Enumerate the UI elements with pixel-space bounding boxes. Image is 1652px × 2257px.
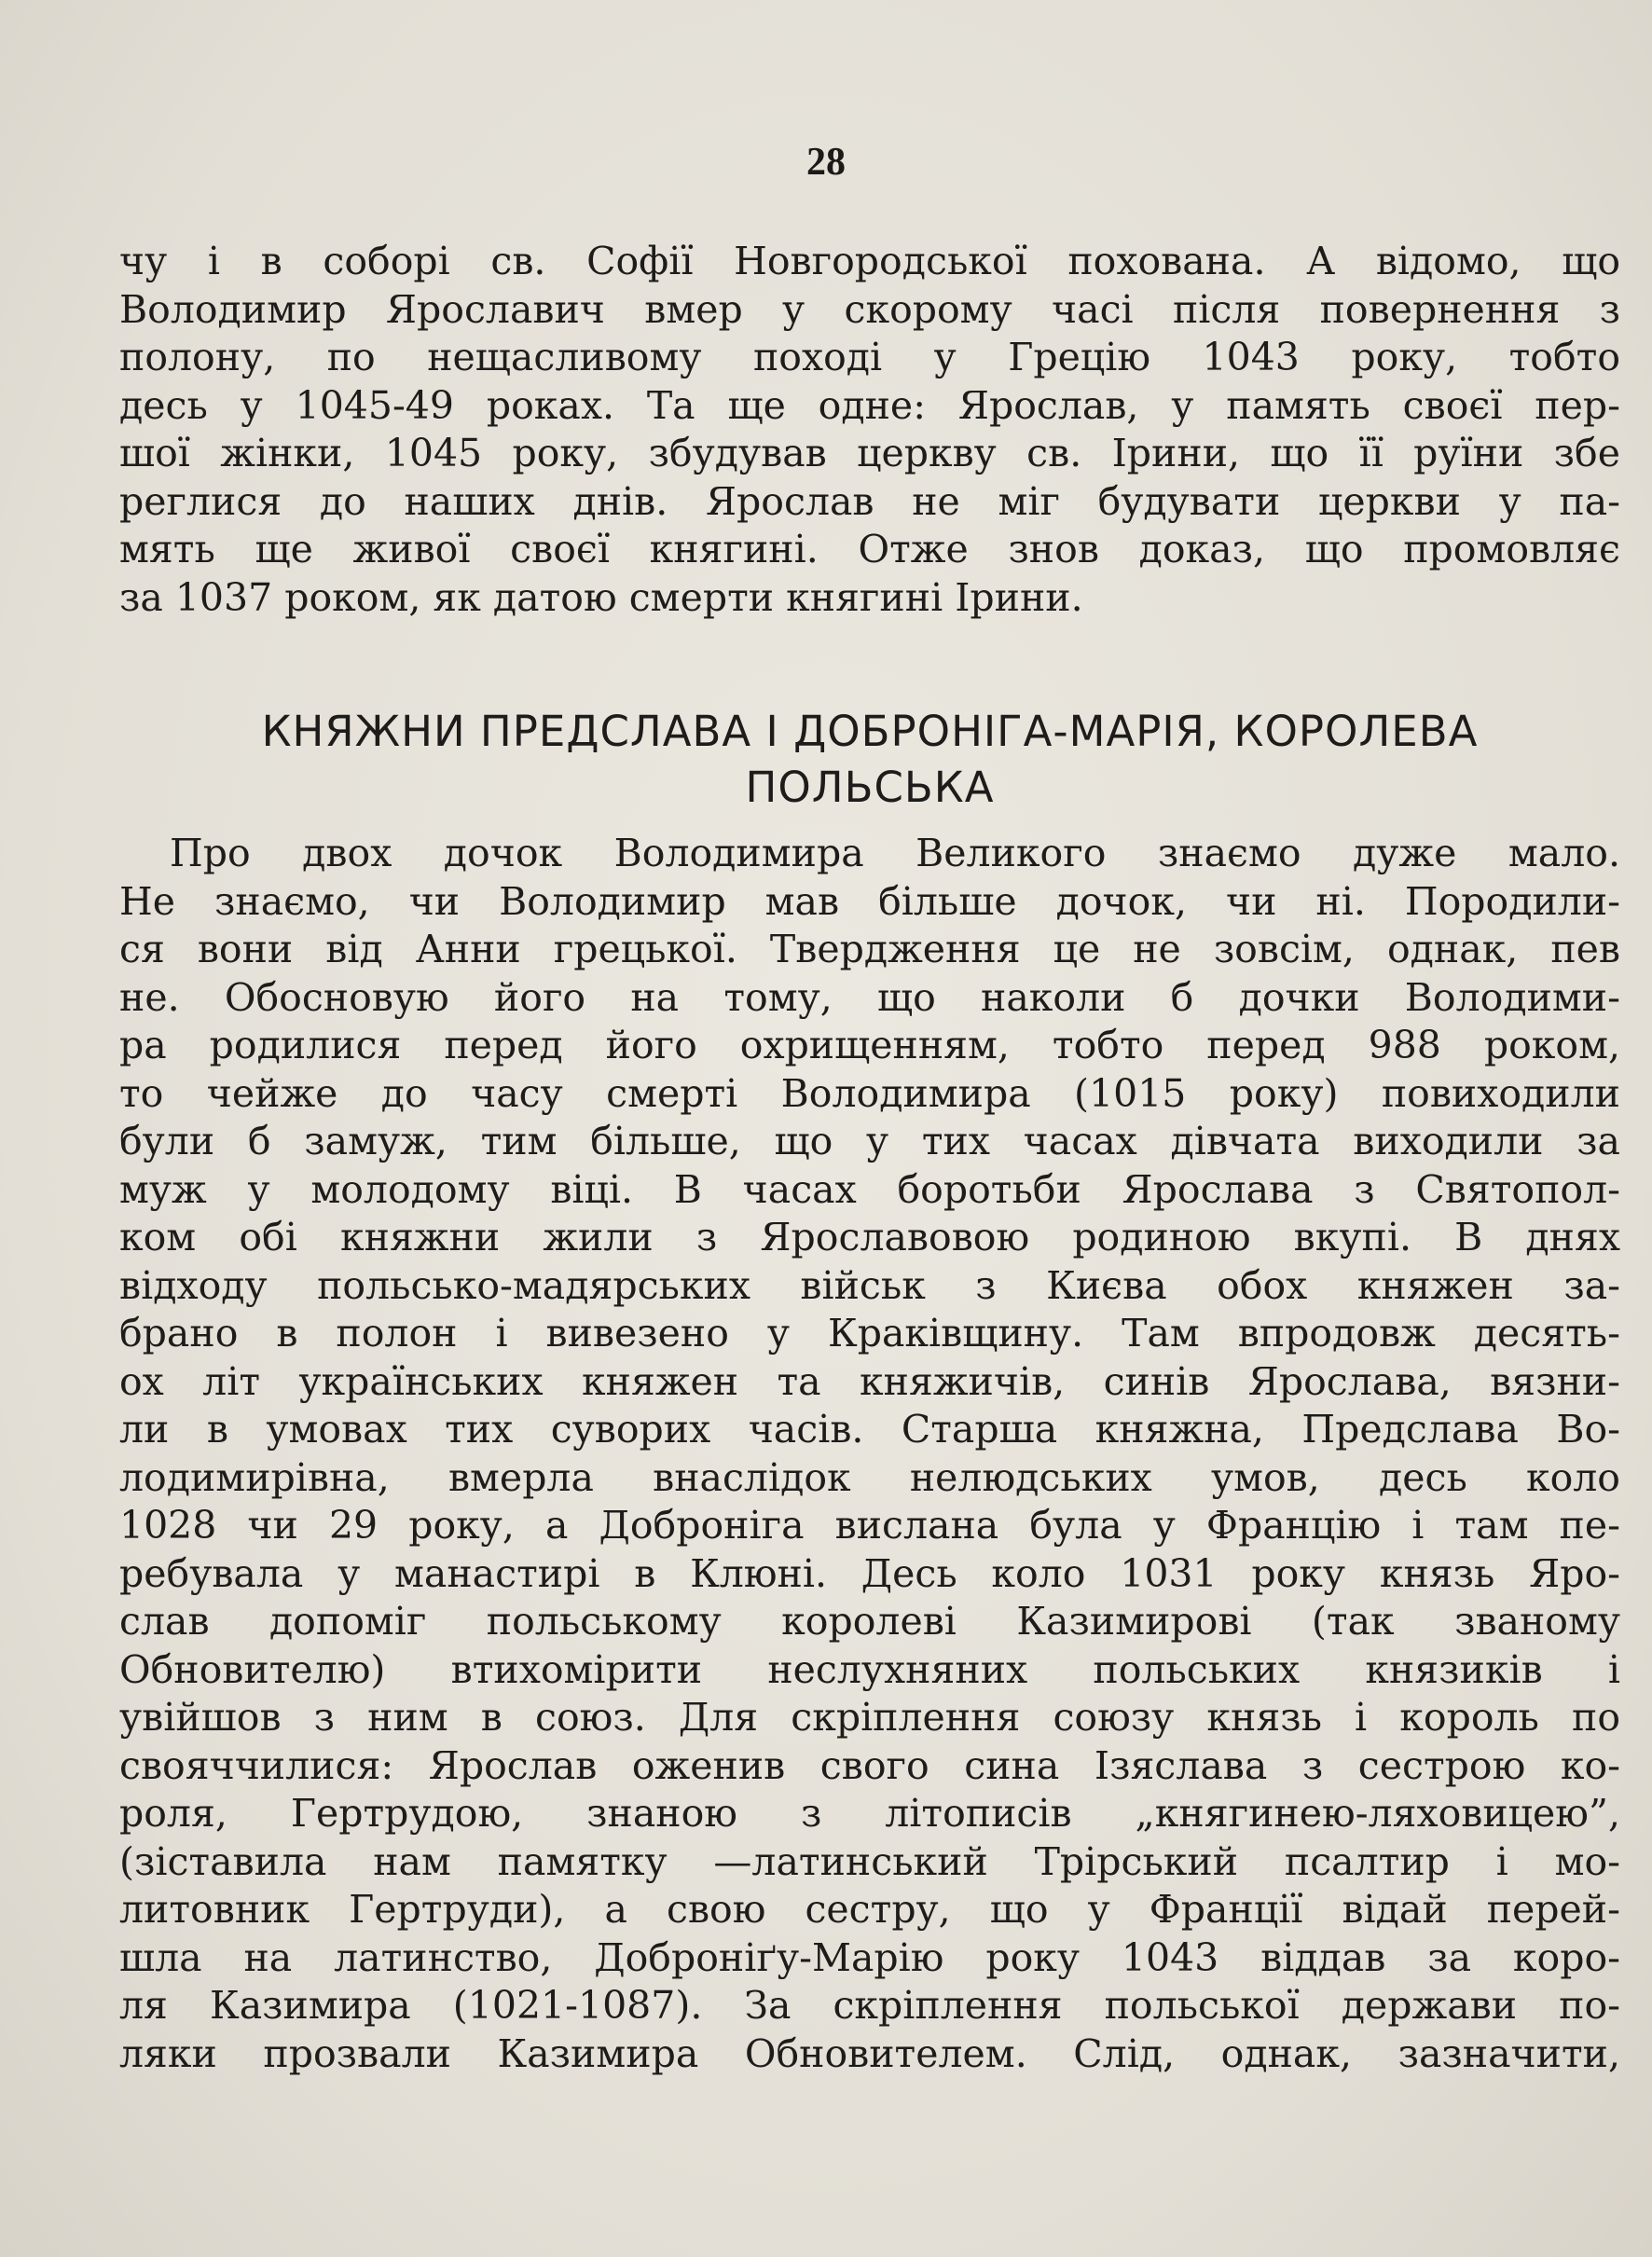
heading-line: ПОЛЬСЬКА xyxy=(745,763,995,812)
text-line: відходу польсько-мадярських військ з Києва обох княжен за- xyxy=(119,1262,1620,1308)
text-line: ра родилися перед його охрищенням, тобто перед 988 роком, xyxy=(119,1023,1620,1067)
text-line: ребувала у манастирі в Клюні. Десь коло 1031 року князь Яро- xyxy=(119,1550,1620,1596)
page-number: 28 xyxy=(806,141,846,184)
heading-line: КНЯЖНИ ПРЕДСЛАВА І ДОБРОНІГА-МАРІЯ, КОРОЛЕВА xyxy=(261,707,1479,756)
text-line: ся вони від Анни грецької. Твердження це не зовсім, однак, пев xyxy=(119,927,1620,971)
text-line: брано в полон і вивезено у Краківщину. Там впродовж десять- xyxy=(119,1311,1620,1356)
text-line: то чейже до часу смерті Володимира (1015 року) повиходили xyxy=(119,1070,1620,1116)
text-line: увійшов з ним в союз. Для скріплення союзу князь і король по xyxy=(119,1695,1620,1740)
text-line: ли в умовах тих суворих часів. Старша княжна, Предслава Во- xyxy=(119,1407,1620,1452)
text-line: полону, по нещасливому поході у Грецію 1043 року, тобто xyxy=(119,335,1620,379)
text-line: Про двох дочок Володимира Великого знаємо дуже мало. xyxy=(170,831,1620,875)
text-line: ляки прозвали Казимира Обновителем. Слід, однак, зазначити, xyxy=(119,2030,1620,2076)
text-line: шої жінки, 1045 року, збудував церкву св. Ірини, що її руїни збе xyxy=(119,431,1620,475)
text-line: чу і в соборі св. Софії Новгородської похована. А відомо, що xyxy=(119,239,1620,283)
text-line: свояччилися: Ярослав оженив свого сина Ізяслава з сестрою ко- xyxy=(119,1742,1620,1788)
text-line: (зіставила нам памятку —латинський Трірський псалтир і мо- xyxy=(119,1838,1620,1884)
text-line: не. Обосновую його на тому, що наколи б дочки Володими- xyxy=(119,974,1620,1020)
text-line: 1028 чи 29 року, а Доброніга вислана була у Францію і там пе- xyxy=(119,1503,1620,1548)
text-line: були б замуж, тим більше, що у тих часах дівчата виходили за xyxy=(119,1119,1620,1163)
text-line: ох літ українських княжен та княжичів, синів Ярослава, вязни- xyxy=(119,1358,1620,1404)
paragraph-1 xyxy=(119,238,1620,622)
text-line: за 1037 роком, як датою смерти княгині Ірини. xyxy=(119,574,1083,620)
text-line: лодимирівна, вмерла внаслідок нелюдських умов, десь коло xyxy=(119,1454,1620,1500)
text-line: муж у молодому віці. В часах боротьби Ярослава з Святопол- xyxy=(119,1166,1620,1212)
text-line: слав допоміг польському королеві Казимирові (так званому xyxy=(119,1599,1620,1644)
text-line: роля, Гертрудою, знаною з літописів „княгинею-ляховицею”, xyxy=(119,1791,1620,1836)
text-line: ком обі княжни жили з Ярославовою родиною вкупі. В днях xyxy=(119,1215,1620,1259)
text-line: мять ще живої своєї княгині. Отже знов доказ, що промовляє xyxy=(119,527,1620,571)
text-line: литовник Гертруди), а свою сестру, що у Франції відай перей- xyxy=(119,1887,1620,1932)
text-line: ля Казимира (1021-1087). За скріплення польської держави по- xyxy=(119,1983,1620,2028)
paragraph-2 xyxy=(119,830,1620,2078)
text-line: десь у 1045-49 роках. Та ще одне: Ярослав, у память своєї пер- xyxy=(119,382,1620,428)
text-line: Володимир Ярославич вмер у скорому часі після повернення з xyxy=(119,286,1620,332)
text-line: Не знаємо, чи Володимир мав більше дочок, чи ні. Породили- xyxy=(119,878,1620,924)
text-line: реглися до наших днів. Ярослав не міг будувати церкви у па- xyxy=(119,478,1620,524)
text-line: Обновителю) втихомірити неслухняних польських князиків і xyxy=(119,1646,1620,1692)
section-heading xyxy=(119,704,1620,816)
text-line: шла на латинство, Доброніґу-Марію року 1043 віддав за коро- xyxy=(119,1934,1620,1980)
